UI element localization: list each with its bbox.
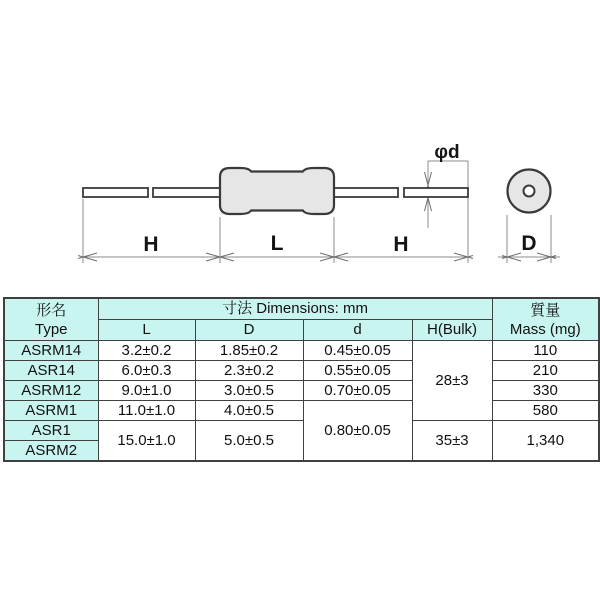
cell-d: 3.0±0.5: [195, 381, 303, 401]
cell-mass: 110: [492, 341, 599, 361]
cell-type: ASRM12: [4, 381, 98, 401]
header-mass: [492, 298, 599, 341]
header-type: [4, 298, 98, 341]
header-col-l: L: [98, 320, 195, 341]
l-label: L: [270, 232, 284, 255]
resistor-dimension-diagram: [0, 0, 600, 290]
cell-type: ASR1: [4, 421, 98, 441]
header-mass-en: Mass (mg): [509, 320, 581, 338]
table-row: [4, 341, 599, 361]
end-view-lead-wire-circle: [524, 186, 535, 197]
table-row: [4, 421, 599, 441]
d-label: D: [521, 232, 537, 255]
cell-d-small: 0.80±0.05: [303, 401, 412, 462]
cell-type: ASRM1: [4, 401, 98, 421]
cell-d-small: 0.45±0.05: [303, 341, 412, 361]
cell-d: 2.3±0.2: [195, 361, 303, 381]
cell-mass: 330: [492, 381, 599, 401]
cell-h-bulk: 28±3: [412, 341, 492, 421]
cell-d: 4.0±0.5: [195, 401, 303, 421]
dimension-spec-table: [3, 297, 600, 462]
cell-d-small: 0.55±0.05: [303, 361, 412, 381]
cell-d: 1.85±0.2: [195, 341, 303, 361]
cell-type: ASRM2: [4, 441, 98, 462]
cell-h-bulk: 35±3: [412, 421, 492, 462]
cell-mass: 210: [492, 361, 599, 381]
header-dimensions: 寸法 Dimensions: mm: [98, 298, 492, 320]
h-left-label: H: [143, 233, 159, 256]
cell-l: 9.0±1.0: [98, 381, 195, 401]
lead-right-outer-segment: [404, 188, 468, 197]
lead-left-outer-segment: [83, 188, 148, 197]
table-row: [4, 401, 599, 421]
header-type-en: Type: [34, 320, 68, 338]
lead-right-inner-segment: [332, 188, 398, 197]
cell-type: ASRM14: [4, 341, 98, 361]
header-col-h-bulk: H(Bulk): [412, 320, 492, 341]
resistor-end-view: [508, 170, 551, 213]
header-mass-jp: 質量: [530, 301, 561, 319]
h-right-label: H: [393, 233, 409, 256]
resistor-body: [220, 168, 334, 214]
cell-d: 5.0±0.5: [195, 421, 303, 462]
header-col-d-small: d: [303, 320, 412, 341]
cell-l: 11.0±1.0: [98, 401, 195, 421]
cell-mass: 580: [492, 401, 599, 421]
cell-type: ASR14: [4, 361, 98, 381]
table-row: [4, 361, 599, 381]
header-type-jp: 形名: [36, 301, 67, 319]
phi-d-label: φd: [434, 142, 460, 163]
cell-d-small: 0.70±0.05: [303, 381, 412, 401]
cell-l: 3.2±0.2: [98, 341, 195, 361]
cell-mass: 1,340: [492, 421, 599, 462]
cell-l: 15.0±1.0: [98, 421, 195, 462]
header-col-d: D: [195, 320, 303, 341]
cell-l: 6.0±0.3: [98, 361, 195, 381]
lead-left-inner-segment: [153, 188, 222, 197]
table-row: [4, 381, 599, 401]
